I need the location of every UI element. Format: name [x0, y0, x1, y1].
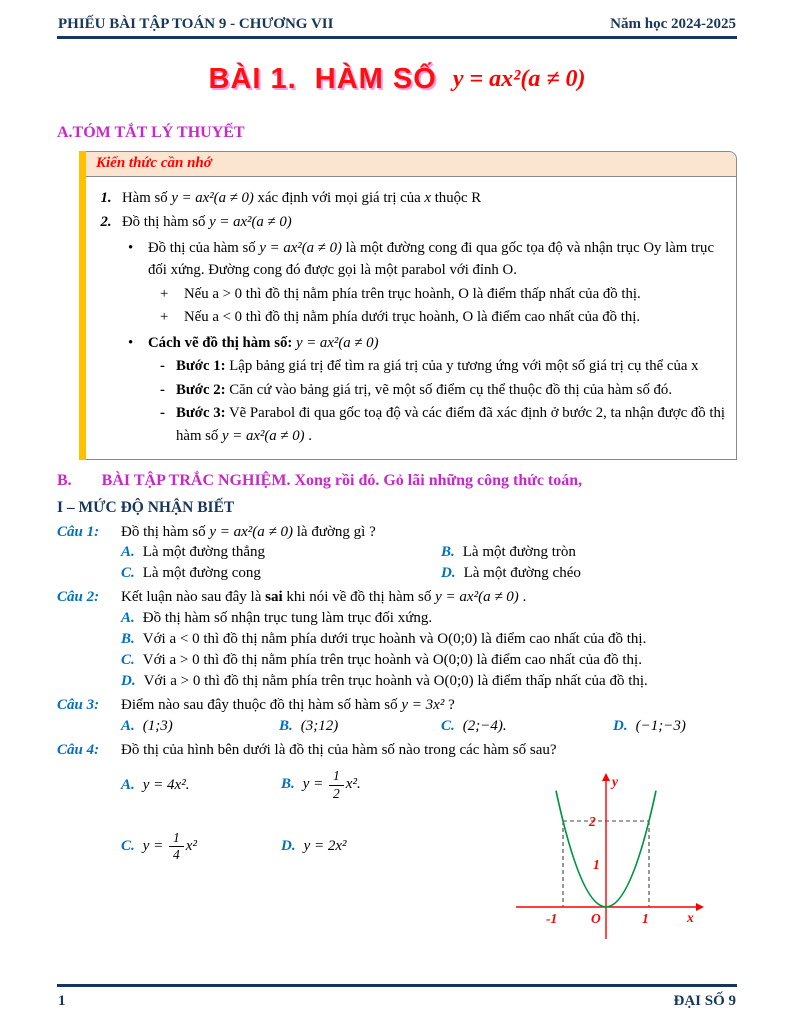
kb-item-1 [90, 187, 726, 209]
option-letter: B. [281, 776, 295, 793]
kb-item-2-formula: y = ax²(a ≠ 0) [209, 214, 292, 231]
fraction-numerator: 1 [329, 769, 344, 785]
kb-step-3-label: Bước 3: [176, 405, 226, 422]
option-text: Với a > 0 thì đồ thị nằm phía trên trục hoành và O(0;0) là điểm cao nhất của đồ thị. [142, 652, 642, 669]
option-b [281, 769, 491, 800]
question-3-stem-post: ? [444, 697, 455, 714]
kb-case-a-positive [160, 283, 726, 305]
knowledge-box-accent-bar [79, 151, 86, 460]
option-letter: C. [441, 718, 455, 735]
option-letter: D. [281, 837, 296, 854]
kb-bullet-1-text [148, 237, 726, 282]
header-left-title: PHIẾU BÀI TẬP TOÁN 9 - CHƯƠNG VII [58, 16, 334, 32]
option-formula: y = 4x². [142, 776, 190, 793]
option-letter: D. [613, 718, 628, 735]
option-b [279, 718, 441, 735]
question-1-stem-row [57, 524, 737, 541]
question-2 [57, 589, 737, 690]
question-4-stem: Đồ thị của hình bên dưới là đồ thị của hàm số nào trong các hàm số sau? [121, 742, 557, 759]
option-letter: A. [121, 610, 135, 627]
kb-step-1-body: Lập bảng giá trị để tìm ra giá trị của y tương ứng với một số giá trị cụ thể của x [225, 358, 699, 375]
option-letter: B. [121, 631, 135, 648]
question-4 [57, 742, 737, 949]
kb-case-a-negative [160, 306, 726, 328]
question-2-label: Câu 2: [57, 589, 100, 606]
kb-step-3-body: Vẽ Parabol đi qua gốc toạ độ và các điểm đã xác định ở bước 2, ta nhận được đồ thị hàm số [176, 405, 725, 444]
question-1-label: Câu 1: [57, 524, 100, 541]
option-value: (2;−4). [462, 718, 507, 735]
question-2-stem-post: . [518, 589, 527, 606]
section-b-title: BÀI TẬP TRẮC NGHIỆM. [101, 472, 291, 490]
fraction [329, 769, 344, 800]
option-formula-post: x² [185, 837, 197, 854]
page-footer [57, 984, 737, 1010]
question-3-stem [121, 697, 737, 714]
question-4-label: Câu 4: [57, 742, 100, 759]
kb-step-2 [160, 379, 726, 401]
question-3-stem-formula: y = 3x² [401, 697, 445, 714]
footer-rule [57, 984, 737, 987]
kb-bullet-1-formula: y = ax²(a ≠ 0) [259, 239, 342, 256]
question-1-stem-formula: y = ax²(a ≠ 0) [209, 524, 294, 541]
kb-case-a-negative-text: Nếu a < 0 thì đồ thị nằm phía dưới trục hoành, O là điểm cao nhất của đồ thị. [184, 309, 641, 326]
question-3 [57, 697, 737, 735]
kb-step-3-tail: . [304, 427, 312, 444]
question-4-stem-row [57, 742, 737, 759]
kb-step-1-text [176, 355, 726, 377]
fraction [169, 831, 184, 862]
question-4-options [121, 769, 491, 862]
x-tick-minus1-label: -1 [546, 911, 558, 927]
kb-item-1-x: x [424, 190, 431, 206]
kb-bullet-1-pre: Đồ thị của hàm số [148, 239, 260, 256]
option-text: Là một đường cong [142, 565, 261, 582]
kb-case-a-positive-text: Nếu a > 0 thì đồ thị nằm phía trên trục hoành, O là điểm thấp nhất của đồ thị. [184, 285, 641, 302]
question-1 [57, 524, 737, 582]
x-axis-arrow-icon [696, 903, 704, 911]
option-value: (3;12) [300, 718, 339, 735]
question-1-stem [121, 524, 737, 541]
option-c [441, 718, 613, 735]
question-2-stem-row [57, 589, 737, 606]
option-c [121, 652, 737, 669]
kb-item-1-pre: Hàm số [122, 190, 172, 206]
option-letter: B. [441, 544, 455, 561]
knowledge-box-body [86, 177, 736, 459]
x-tick-1-label: 1 [642, 911, 649, 927]
kb-bullet-1 [128, 237, 726, 282]
axes [516, 779, 696, 939]
section-a-heading: A.TÓM TẮT LÝ THUYẾT [57, 124, 245, 141]
parabola-graph-svg [491, 769, 721, 944]
option-letter: A. [121, 718, 135, 735]
question-4-body [57, 769, 737, 949]
option-value: (1;3) [142, 718, 173, 735]
kb-item-1-tail: thuộc R [431, 190, 482, 206]
question-2-stem-bold: sai [265, 589, 283, 606]
option-text: Là một đường chéo [463, 565, 581, 582]
page-header [57, 16, 737, 36]
option-c [121, 831, 281, 862]
option-text: Đồ thị hàm số nhận trục tung làm trục đối xứng. [142, 610, 433, 627]
option-d [281, 838, 491, 855]
kb-item-1-formula: y = ax²(a ≠ 0) [171, 190, 254, 206]
kb-bullet-1-post: là một đường cong đi qua gốc tọa độ và nhận trục Oy làm trục đối xứng. Đường cong đó được gọi là một parabol với đỉnh O. [148, 239, 715, 279]
option-d [613, 718, 737, 735]
knowledge-box-frame [86, 151, 737, 460]
question-3-stem-pre: Điểm nào sau đây thuộc đồ thị hàm số hàm số [121, 697, 402, 714]
option-text: Với a > 0 thì đồ thị nằm phía trên trục hoành và O(0;0) là điểm thấp nhất của đồ thị. [143, 673, 648, 690]
option-formula-pre: y = [302, 776, 328, 793]
dash-icon: - [160, 358, 165, 375]
question-2-stem-mid: khi nói về đồ thị hàm số [282, 589, 436, 606]
option-c [121, 565, 441, 582]
option-text: Với a < 0 thì đồ thị nằm phía dưới trục hoành và O(0;0) là điểm cao nhất của đồ thị. [142, 631, 647, 648]
kb-step-1-label: Bước 1: [176, 358, 226, 375]
lesson-title-formula: y = ax²(a ≠ 0) [452, 66, 586, 92]
option-d [441, 565, 737, 582]
header-rule [57, 36, 737, 39]
option-b [441, 544, 737, 561]
dash-icon: - [160, 405, 165, 422]
option-letter: C. [121, 652, 135, 669]
fraction-numerator: 1 [169, 831, 184, 847]
option-letter: C. [121, 837, 135, 854]
question-3-label: Câu 3: [57, 697, 100, 714]
y-axis-label: y [612, 774, 618, 790]
footer-book-title: ĐẠI SỐ 9 [673, 993, 736, 1009]
plus-icon: + [160, 285, 169, 302]
option-text: Là một đường tròn [462, 544, 576, 561]
section-b-note: Xong rồi đó. Gỏ lãi những công thức toán, [290, 472, 583, 490]
option-b [121, 631, 737, 648]
option-letter: A. [121, 544, 135, 561]
option-a [121, 544, 441, 561]
kb-bullet-2-text [148, 332, 726, 354]
option-letter: C. [121, 565, 135, 582]
fraction-denominator: 2 [333, 785, 340, 801]
plus-icon: + [160, 309, 169, 326]
y-tick-2-label: 2 [589, 814, 596, 830]
y-tick-1-label: 1 [593, 857, 600, 873]
kb-item-1-number: 1. [100, 190, 112, 206]
kb-bullet-2-label: Cách vẽ đồ thị hàm số: [148, 334, 296, 351]
bullet-icon: • [128, 239, 134, 256]
parabola-graph [491, 769, 721, 949]
origin-label: O [591, 911, 601, 927]
option-formula: y = 2x² [303, 837, 347, 854]
level-1-heading: I – MỨC ĐỘ NHẬN BIẾT [57, 499, 235, 517]
dash-icon: - [160, 381, 165, 398]
x-axis-label: x [687, 910, 694, 926]
kb-step-3-formula: y = ax²(a ≠ 0) [222, 427, 305, 444]
option-letter: B. [279, 718, 293, 735]
option-text: Là một đường thẳng [142, 544, 266, 561]
kb-item-2-pre: Đồ thị hàm số [122, 214, 210, 231]
question-2-stem-pre: Kết luận nào sau đây là [121, 589, 266, 606]
kb-step-1 [160, 355, 726, 377]
option-d [121, 673, 737, 690]
option-formula-pre: y = [142, 837, 168, 854]
option-a [121, 718, 279, 735]
kb-item-1-post: xác định với mọi giá trị của [253, 190, 425, 206]
page-number: 1 [58, 993, 66, 1009]
y-axis-arrow-icon [602, 773, 610, 781]
kb-step-3-text [176, 402, 726, 447]
option-a [121, 777, 281, 794]
kb-bullet-2 [128, 332, 726, 354]
kb-item-2 [90, 211, 726, 233]
kb-item-1-text [122, 187, 726, 209]
kb-item-2-text [122, 211, 726, 233]
kb-item-2-number: 2. [100, 214, 112, 231]
header-school-year: Năm học 2024-2025 [610, 16, 736, 32]
lesson-title-text: BÀI 1. HÀM SỐ [208, 63, 437, 95]
footer-row [57, 991, 737, 1010]
question-3-options [121, 718, 737, 735]
option-letter: D. [121, 673, 136, 690]
question-1-stem-pre: Đồ thị hàm số [121, 524, 210, 541]
option-letter: D. [441, 565, 456, 582]
kb-step-2-text [176, 379, 726, 401]
question-2-stem [121, 589, 737, 606]
question-3-stem-row [57, 697, 737, 714]
bullet-icon: • [128, 334, 134, 351]
option-letter: A. [121, 776, 135, 793]
kb-bullet-2-formula: y = ax²(a ≠ 0) [295, 334, 379, 351]
kb-step-3 [160, 402, 726, 447]
question-1-stem-post: là đường gì ? [293, 524, 376, 541]
section-b-letter: B. [57, 472, 72, 490]
section-b-heading [57, 472, 737, 490]
knowledge-box-title: Kiến thức cần nhớ [86, 152, 736, 177]
kb-step-2-body: Căn cứ vào bảng giá trị, vẽ một số điểm cụ thể thuộc đồ thị của hàm số đó. [225, 381, 673, 398]
option-value: (−1;−3) [635, 718, 686, 735]
kb-step-2-label: Bước 2: [176, 381, 226, 398]
fraction-denominator: 4 [173, 846, 180, 862]
option-a [121, 610, 737, 627]
lesson-title [57, 63, 737, 96]
question-1-options [121, 544, 737, 582]
option-formula-post: x². [345, 776, 361, 793]
knowledge-box [79, 151, 737, 460]
question-2-stem-formula: y = ax²(a ≠ 0) [435, 589, 519, 606]
